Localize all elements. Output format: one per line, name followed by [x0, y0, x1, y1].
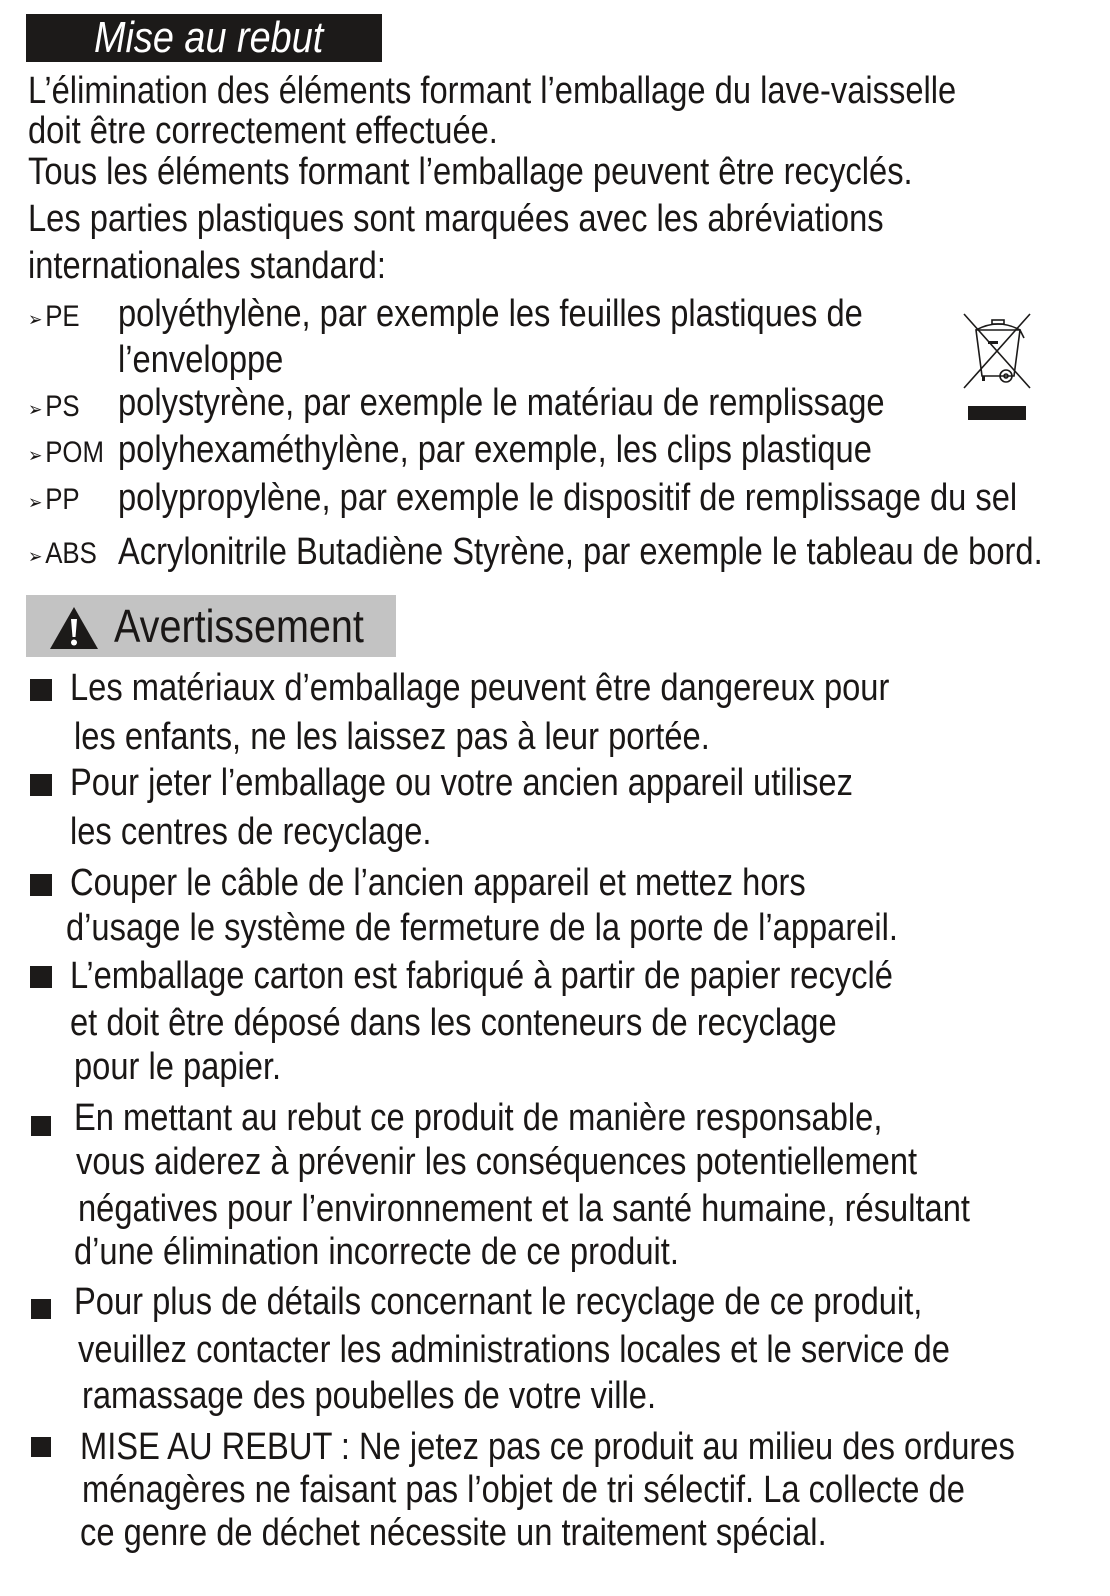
section-title: Mise au rebut [94, 13, 324, 62]
warning-item-line [66, 908, 1033, 948]
warning-item-line [74, 1282, 1060, 1322]
warning-text: ramassage des poubelles de votre ville. [82, 1375, 657, 1417]
warning-item-line [74, 1098, 1014, 1138]
desc-text: polypropylène, par exemple le dispositif de remplissage du sel [118, 477, 1018, 519]
warning-text: pour le papier. [74, 1046, 282, 1088]
warning-text: les centres de recyclage. [70, 811, 432, 853]
warning-item-line [82, 1376, 750, 1416]
desc-text: Acrylonitrile Butadiène Styrène, par exemple le tableau de bord. [118, 531, 1043, 573]
warning-item-line [70, 863, 926, 903]
crossed-out-wheelie-bin-icon [958, 310, 1038, 430]
intro-text: Les parties plastiques sont marquées avec les abréviations [28, 198, 884, 240]
warning-text: Pour jeter l’emballage ou votre ancien appareil utilisez [70, 762, 853, 804]
warning-text: d’usage le système de fermeture de la porte de l’appareil. [66, 907, 899, 949]
square-bullet-icon [31, 1116, 51, 1136]
abbr-text: POM [45, 436, 104, 469]
warning-item-line [70, 956, 1027, 996]
plastic-desc [118, 532, 1110, 572]
warning-item-line [70, 812, 490, 852]
arrow-bullet-icon: ➢ [28, 546, 43, 568]
abbr-text: PP [45, 483, 80, 516]
warning-item-line [74, 1047, 315, 1087]
intro-line [28, 246, 444, 286]
square-bullet-icon [30, 874, 52, 896]
desc-text: polystyrène, par exemple le matériau de remplissage [118, 382, 885, 424]
desc-text: l’enveloppe [118, 339, 284, 381]
square-bullet-icon [31, 1299, 51, 1319]
plastic-desc [118, 430, 995, 470]
square-bullet-icon [30, 966, 52, 988]
warning-text: les enfants, ne les laissez pas à leur portée. [74, 716, 710, 758]
intro-line [28, 152, 1057, 192]
plastic-desc [118, 294, 984, 334]
intro-line [28, 71, 1107, 111]
warning-text: Pour plus de détails concernant le recyclage de ce produit, [74, 1281, 923, 1323]
warning-item-line [78, 1189, 1110, 1229]
plastic-desc [118, 478, 1110, 518]
warning-item-line [82, 1470, 1109, 1510]
arrow-bullet-icon: ➢ [28, 445, 43, 467]
warning-text: L’emballage carton est fabriqué à partir de papier recyclé [70, 955, 893, 997]
plastic-abbr [28, 297, 88, 340]
desc-text: polyéthylène, par exemple les feuilles plastiques de [118, 293, 863, 335]
intro-text: internationales standard: [28, 245, 386, 287]
warning-item-line [80, 1427, 1110, 1467]
plastic-abbr [28, 534, 108, 577]
warning-text: d’une élimination incorrecte de ce produit. [74, 1231, 679, 1273]
warning-item-line [74, 717, 813, 757]
warning-text: et doit être déposé dans les conteneurs de recyclage [70, 1002, 837, 1044]
intro-line [28, 199, 1023, 239]
square-bullet-icon [30, 774, 52, 796]
warning-item-line [70, 763, 980, 803]
warning-item-line [70, 1003, 961, 1043]
warning-text: négatives pour l’environnement et la santé humaine, résultant [78, 1188, 970, 1230]
intro-line [28, 111, 574, 151]
warning-item-line [78, 1330, 1092, 1370]
plastic-desc [118, 383, 1009, 423]
warning-title: Avertissement [114, 600, 364, 652]
intro-text: L’élimination des éléments formant l’emballage du lave-vaisselle [28, 70, 957, 112]
square-bullet-icon [31, 1437, 51, 1457]
warning-text: ménagères ne faisant pas l’objet de tri sélectif. La collecte de [82, 1469, 965, 1511]
plastic-abbr [28, 480, 88, 523]
warning-item-line [70, 668, 1023, 708]
section-title-bar [26, 14, 382, 62]
warning-item-line [80, 1513, 948, 1553]
abbr-text: ABS [45, 537, 97, 570]
warning-text: vous aiderez à prévenir les conséquences potentiellement [76, 1141, 918, 1183]
intro-text: doit être correctement effectuée. [28, 110, 498, 152]
square-bullet-icon [30, 679, 52, 701]
abbr-text: PS [45, 390, 80, 423]
arrow-bullet-icon: ➢ [28, 492, 43, 514]
warning-item-line [74, 1232, 777, 1272]
plastic-abbr [28, 433, 116, 476]
desc-text: polyhexaméthylène, par exemple, les clips plastique [118, 429, 872, 471]
warning-text: En mettant au rebut ce produit de manière responsable, [74, 1097, 883, 1139]
plastic-abbr [28, 387, 88, 430]
warning-triangle-icon [48, 605, 100, 651]
warning-header [26, 595, 396, 657]
warning-text: ce genre de déchet nécessite un traitement spécial. [80, 1512, 827, 1554]
warning-text: MISE AU REBUT : Ne jetez pas ce produit au milieu des ordures [80, 1426, 1015, 1468]
plastic-desc [118, 340, 310, 380]
warning-text: veuillez contacter les administrations locales et le service de [78, 1329, 950, 1371]
arrow-bullet-icon: ➢ [28, 309, 43, 331]
abbr-text: PE [45, 300, 80, 333]
warning-text: Les matériaux d’emballage peuvent être dangereux pour [70, 667, 890, 709]
intro-text: Tous les éléments formant l’emballage peuvent être recyclés. [28, 151, 913, 193]
warning-text: Couper le câble de l’ancien appareil et mettez hors [70, 862, 806, 904]
arrow-bullet-icon: ➢ [28, 399, 43, 421]
warning-item-line [76, 1142, 1054, 1182]
